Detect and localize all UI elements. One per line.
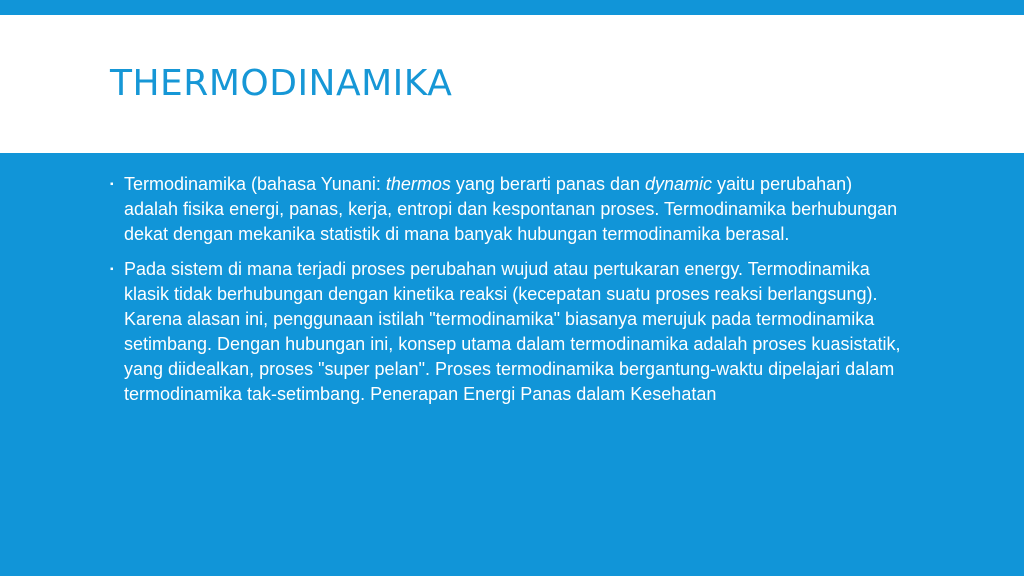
slide-title: THERMODINAMIKA	[110, 63, 453, 104]
bullet-text-segment: Pada sistem di mana terjadi proses perubahan wujud atau pertukaran energy. Termodinamika klasik tidak berhubungan dengan kinetika reaksi (kecepatan suatu proses reaksi berlangsung). Karena alasan ini, penggunaan istilah "termodinamika" biasanya merujuk pada termodinamika setimbang. Dengan hubungan ini, konsep utama dalam termodinamika adalah proses kuasistatik, yang diidealkan, proses "super pelan". Proses termodinamika bergantung-waktu dipelajari dalam termodinamika tak-setimbang. Penerapan Energi Panas dalam Kesehatan	[124, 259, 901, 404]
bullet-text	[124, 174, 897, 244]
bullet-item	[108, 172, 908, 247]
bullet-text-segment-italic: thermos	[385, 174, 451, 194]
bullet-text-segment: Termodinamika (bahasa Yunani:	[124, 174, 386, 194]
bullet-marker-icon: ▪	[110, 179, 114, 190]
bullet-text	[124, 259, 900, 404]
slide-content	[108, 172, 908, 417]
bullet-item	[108, 257, 908, 407]
bullet-text-segment: yaitu perubahan) adalah fisika energi, panas, kerja, entropi dan kespontanan proses. Termodinamika berhubungan dekat dengan mekanika statistik di mana banyak hubungan termodinamika berasal.	[124, 174, 898, 244]
bullet-marker-icon: ▪	[110, 264, 114, 275]
bullet-text-segment-italic: dynamic	[645, 174, 713, 194]
bullet-text-segment: yang berarti panas dan	[450, 174, 645, 194]
